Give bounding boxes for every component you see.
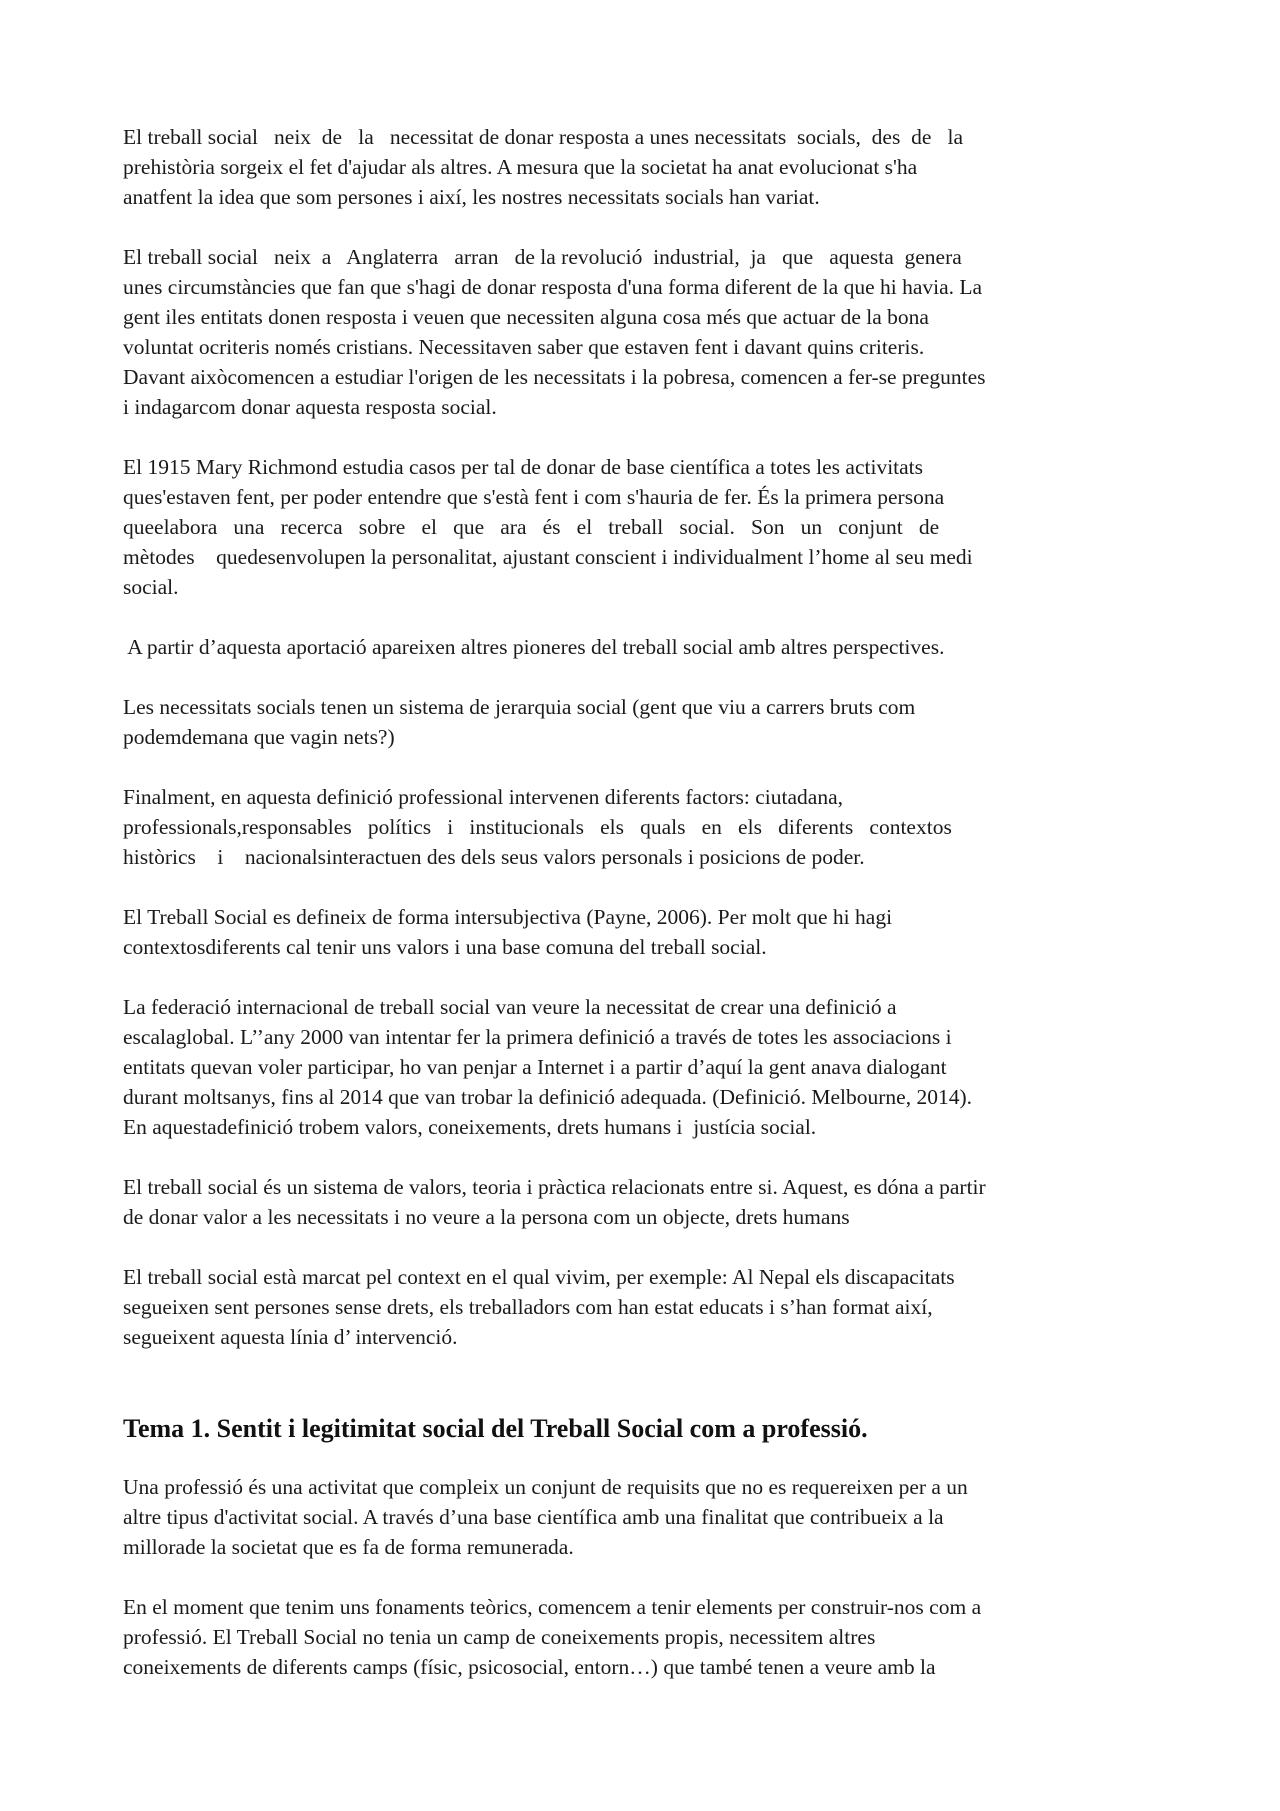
paragraph bbox=[123, 902, 1168, 962]
paragraph bbox=[123, 692, 1168, 752]
text-line: coneixements de diferents camps (físic, psicosocial, entorn…) que també tenen a veure amb la bbox=[123, 1655, 936, 1679]
text-line: Finalment, en aquesta definició professional intervenen diferents factors: ciutadana, bbox=[123, 785, 843, 809]
text-line: gent iles entitats donen resposta i veuen que necessiten alguna cosa més que actuar de la bona bbox=[123, 305, 929, 329]
text-line: queelabora una recerca sobre el que ara és el treball social. Son un conjunt de bbox=[123, 515, 940, 539]
text-line: social. bbox=[123, 575, 179, 599]
text-line: millorade la societat que es fa de forma remunerada. bbox=[123, 1535, 574, 1559]
paragraph bbox=[123, 1592, 1168, 1682]
text-line: Les necessitats socials tenen un sistema de jerarquia social (gent que viu a carrers bruts com bbox=[123, 695, 916, 719]
text-line: El treball social neix a Anglaterra arran de la revolució industrial, ja que aquesta genera bbox=[123, 245, 962, 269]
body-text-section-2 bbox=[123, 1472, 1168, 1682]
text-line: històrics i nacionalsinteractuen des dels seus valors personals i posicions de poder. bbox=[123, 845, 865, 869]
text-line: El treball social és un sistema de valors, teoria i pràctica relacionats entre si. Aquest, es dóna a partir bbox=[123, 1175, 986, 1199]
text-line: durant moltsanys, fins al 2014 que van trobar la definició adequada. (Definició. Melbourne, 2014). bbox=[123, 1085, 973, 1109]
text-line: En aquestadefinició trobem valors, coneixements, drets humans i justícia social. bbox=[123, 1115, 817, 1139]
text-line: prehistòria sorgeix el fet d'ajudar als altres. A mesura que la societat ha anat evolucionat s'ha bbox=[123, 155, 918, 179]
paragraph bbox=[123, 242, 1168, 422]
text-line: mètodes quedesenvolupen la personalitat, ajustant conscient i individualment l’home al seu medi bbox=[123, 545, 973, 569]
text-line: i indagarcom donar aquesta resposta social. bbox=[123, 395, 497, 419]
text-line: El Treball Social es defineix de forma intersubjectiva (Payne, 2006). Per molt que hi hagi bbox=[123, 905, 893, 929]
text-line: contextosdiferents cal tenir uns valors i una base comuna del treball social. bbox=[123, 935, 767, 959]
paragraph bbox=[123, 1172, 1168, 1232]
text-line: professió. El Treball Social no tenia un camp de coneixements propis, necessitem altres bbox=[123, 1625, 876, 1649]
text-line: voluntat ocriteris només cristians. Necessitaven saber que estaven fent i davant quins criteris. bbox=[123, 335, 925, 359]
text-line: professionals,responsables polítics i institucionals els quals en els diferents contextos bbox=[123, 815, 952, 839]
text-line: En el moment que tenim uns fonaments teòrics, comencem a tenir elements per construir-nos com a bbox=[123, 1595, 982, 1619]
text-line: anatfent la idea que som persones i així, les nostres necessitats socials han variat. bbox=[123, 185, 820, 209]
text-line: A partir d’aquesta aportació apareixen altres pioneres del treball social amb altres perspectives. bbox=[123, 635, 945, 659]
document-page bbox=[123, 122, 1168, 1712]
text-line: Davant aixòcomencen a estudiar l'origen de les necessitats i la pobresa, comencen a fer-se preguntes bbox=[123, 365, 986, 389]
text-line: El treball social neix de la necessitat de donar resposta a unes necessitats socials, des de la bbox=[123, 125, 964, 149]
text-line: segueixen sent persones sense drets, els treballadors com han estat educats i s’han format així, bbox=[123, 1295, 933, 1319]
paragraph bbox=[123, 122, 1168, 212]
section-heading: Tema 1. Sentit i legitimitat social del Treball Social com a professió. bbox=[123, 1414, 868, 1443]
paragraph bbox=[123, 452, 1168, 602]
text-line: ques'estaven fent, per poder entendre que s'està fent i com s'hauria de fer. És la primera persona bbox=[123, 485, 945, 509]
paragraph bbox=[123, 782, 1168, 872]
text-line: El 1915 Mary Richmond estudia casos per tal de donar de base científica a totes les activitats bbox=[123, 455, 924, 479]
paragraph bbox=[123, 632, 1168, 662]
text-line: podemdemana que vagin nets?) bbox=[123, 725, 395, 749]
paragraph bbox=[123, 1472, 1168, 1562]
text-line: La federació internacional de treball social van veure la necessitat de crear una definició a bbox=[123, 995, 897, 1019]
paragraph bbox=[123, 1262, 1168, 1352]
text-line: entitats quevan voler participar, ho van penjar a Internet i a partir d’aquí la gent anava dialogant bbox=[123, 1055, 947, 1079]
text-line: altre tipus d'activitat social. A través d’una base científica amb una finalitat que contribueix a la bbox=[123, 1505, 944, 1529]
text-line: de donar valor a les necessitats i no veure a la persona com un objecte, drets humans bbox=[123, 1205, 850, 1229]
body-text-section bbox=[123, 122, 1168, 1352]
text-line: segueixent aquesta línia d’ intervenció. bbox=[123, 1325, 458, 1349]
text-line: Una professió és una activitat que compleix un conjunt de requisits que no es requereixen per a un bbox=[123, 1475, 968, 1499]
text-line: El treball social està marcat pel context en el qual vivim, per exemple: Al Nepal els discapacitats bbox=[123, 1265, 955, 1289]
text-line: unes circumstàncies que fan que s'hagi de donar resposta d'una forma diferent de la que hi havia. La bbox=[123, 275, 983, 299]
text-line: escalaglobal. L’’any 2000 van intentar fer la primera definició a través de totes les associacions i bbox=[123, 1025, 952, 1049]
paragraph bbox=[123, 992, 1168, 1142]
